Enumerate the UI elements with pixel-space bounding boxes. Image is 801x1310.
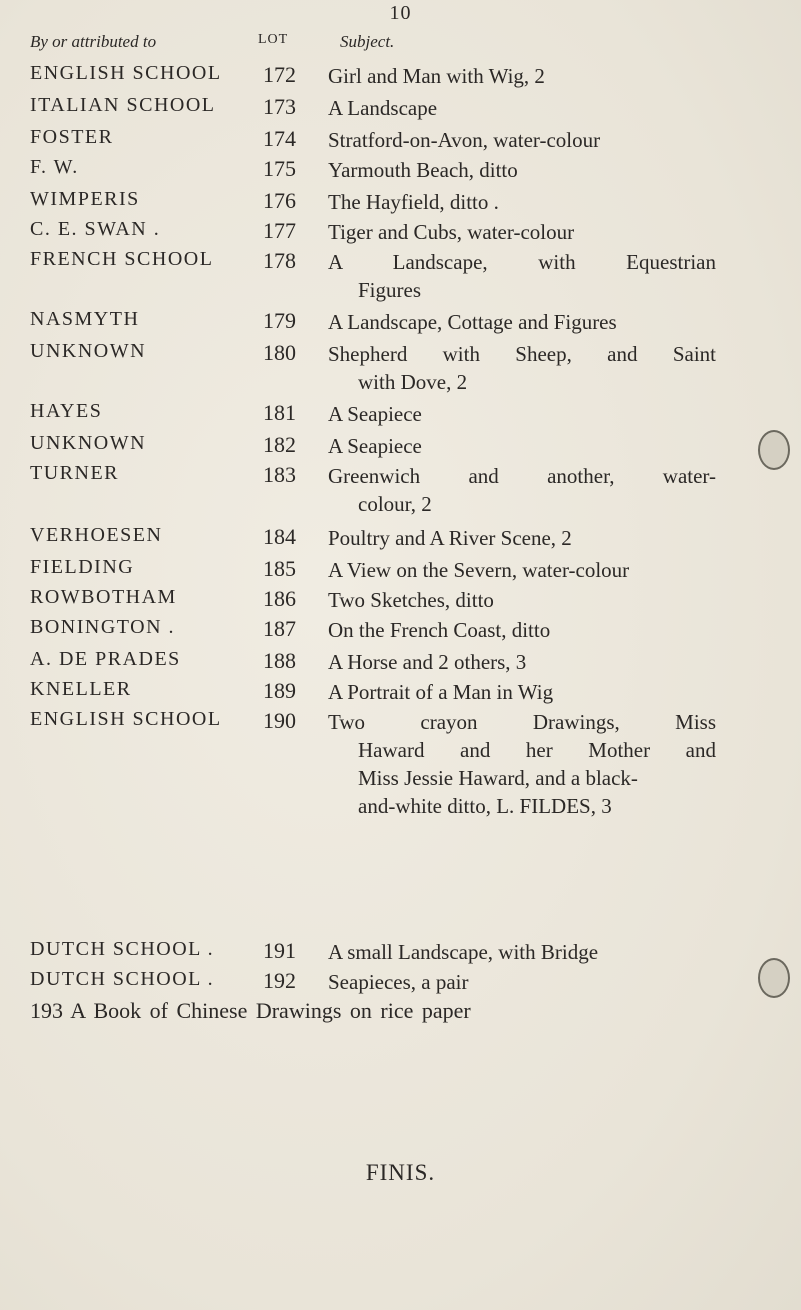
lot-row [0, 938, 801, 968]
lot-number: 176 [263, 188, 296, 213]
artist-name: UNKNOWN [30, 432, 147, 454]
subject-line: A Landscape [328, 96, 438, 120]
artist-name: ITALIAN SCHOOL [30, 94, 216, 116]
lot-number: 185 [263, 556, 296, 581]
subject-text [328, 462, 716, 518]
subject-text [328, 524, 716, 552]
lot-row [0, 648, 801, 678]
column-header-subject: Subject. [340, 32, 395, 51]
artist-name: FIELDING [30, 556, 135, 578]
lot-number: 190 [263, 708, 296, 733]
subject-line: A View on the Severn, water-colour [328, 558, 630, 582]
subject-text [328, 156, 716, 184]
lot-row [0, 400, 801, 430]
lot-row [0, 340, 801, 394]
lot-row [0, 218, 801, 248]
artist-name: VERHOESEN [30, 524, 163, 546]
subject-line: On the French Coast, ditto [328, 618, 551, 642]
artist-name: TURNER [30, 462, 119, 484]
subject-line: Miss Jessie Haward, and a black- [358, 766, 638, 790]
page-number: 10 [389, 2, 412, 24]
punch-hole-bottom [758, 958, 790, 998]
subject-text [328, 432, 716, 460]
artist-name: KNELLER [30, 678, 132, 700]
finis-text: FINIS. [365, 1160, 436, 1185]
subject-text [328, 678, 716, 706]
subject-text [328, 938, 716, 966]
subject-line: Girl and Man with Wig, 2 [328, 64, 545, 88]
artist-name: DUTCH SCHOOL . [30, 938, 215, 960]
punch-hole-top [758, 430, 790, 470]
artist-name: NASMYTH [30, 308, 140, 330]
subject-line: A Seapiece [328, 402, 422, 426]
lot-row [0, 586, 801, 616]
lot-number: 187 [263, 616, 296, 641]
lot-number: 181 [263, 400, 296, 425]
lot-number: 192 [263, 968, 296, 993]
subject-text [328, 968, 716, 996]
artist-name: F. W. [30, 156, 79, 178]
subject-line: Shepherd with Sheep, and Saint [328, 342, 716, 366]
subject-line: A Seapiece [328, 434, 422, 458]
subject-line: A Horse and 2 others, 3 [328, 650, 527, 674]
lot-number: 177 [263, 218, 296, 243]
lot-number: 184 [263, 524, 296, 549]
subject-text [328, 126, 716, 154]
subject-line: with Dove, 2 [358, 370, 468, 394]
lot-row [0, 62, 801, 92]
lot-row [0, 462, 801, 516]
lot-number: 179 [263, 308, 296, 333]
lot-row [0, 94, 801, 124]
subject-text [328, 616, 716, 644]
subject-text [328, 708, 716, 820]
artist-name: ENGLISH SCHOOL [30, 708, 222, 730]
lot-number: 189 [263, 678, 296, 703]
lot-row [0, 126, 801, 156]
subject-text [328, 248, 716, 304]
subject-line: Tiger and Cubs, water-colour [328, 220, 575, 244]
lot-number: 191 [263, 938, 296, 963]
subject-text [328, 556, 716, 584]
subject-line: and-white ditto, L. FILDES, 3 [358, 794, 612, 818]
artist-name: A. DE PRADES [30, 648, 181, 670]
lot-193-line: 193 A Book of Chinese Drawings on rice paper [30, 998, 471, 1023]
subject-line: Seapieces, a pair [328, 970, 469, 994]
subject-text [328, 586, 716, 614]
artist-name: DUTCH SCHOOL . [30, 968, 215, 990]
subject-line: Figures [358, 278, 421, 302]
subject-text [328, 188, 716, 216]
lot-row [0, 188, 801, 218]
artist-name: C. E. SWAN . [30, 218, 161, 240]
lot-number: 178 [263, 248, 296, 273]
lot-row [0, 432, 801, 462]
lot-row [0, 524, 801, 554]
lot-row [0, 156, 801, 186]
subject-line: A Landscape, Cottage and Figures [328, 310, 617, 334]
lot-row [0, 308, 801, 338]
subject-line: Poultry and A River Scene, 2 [328, 526, 572, 550]
lot-row [0, 968, 801, 998]
lot-number: 173 [263, 94, 296, 119]
subject-text [328, 340, 716, 396]
subject-line: Yarmouth Beach, ditto [328, 158, 518, 182]
subject-text [328, 400, 716, 428]
subject-line: A Landscape, with Equestrian [328, 250, 716, 274]
artist-name: BONINGTON . [30, 616, 176, 638]
lot-row [0, 248, 801, 302]
subject-line: Stratford-on-Avon, water-colour [328, 128, 601, 152]
artist-name: ENGLISH SCHOOL [30, 62, 222, 84]
lot-row [0, 708, 801, 818]
subject-line: A Portrait of a Man in Wig [328, 680, 554, 704]
subject-line: Two crayon Drawings, Miss [328, 710, 716, 734]
column-header-lot: LOT [258, 32, 289, 47]
lot-number: 183 [263, 462, 296, 487]
lot-number: 172 [263, 62, 296, 87]
lot-number: 186 [263, 586, 296, 611]
subject-line: Haward and her Mother and [358, 738, 716, 762]
lot-number: 180 [263, 340, 296, 365]
subject-text [328, 62, 716, 90]
lot-row [0, 616, 801, 646]
artist-name: FOSTER [30, 126, 114, 148]
subject-text [328, 648, 716, 676]
subject-line: Two Sketches, ditto [328, 588, 494, 612]
lot-row [0, 678, 801, 708]
subject-line: The Hayfield, ditto . [328, 190, 499, 214]
artist-name: ROWBOTHAM [30, 586, 177, 608]
artist-name: WIMPERIS [30, 188, 140, 210]
lot-number: 188 [263, 648, 296, 673]
lot-number: 175 [263, 156, 296, 181]
artist-name: UNKNOWN [30, 340, 147, 362]
column-header-artist: By or attributed to [30, 32, 157, 51]
subject-text [328, 218, 716, 246]
subject-line: A small Landscape, with Bridge [328, 940, 599, 964]
subject-text [328, 94, 716, 122]
artist-name: HAYES [30, 400, 103, 422]
subject-text [328, 308, 716, 336]
lot-number: 182 [263, 432, 296, 457]
subject-line: Greenwich and another, water- [328, 464, 716, 488]
subject-line: colour, 2 [358, 492, 432, 516]
artist-name: FRENCH SCHOOL [30, 248, 214, 270]
lot-number: 174 [263, 126, 296, 151]
lot-row [0, 556, 801, 586]
